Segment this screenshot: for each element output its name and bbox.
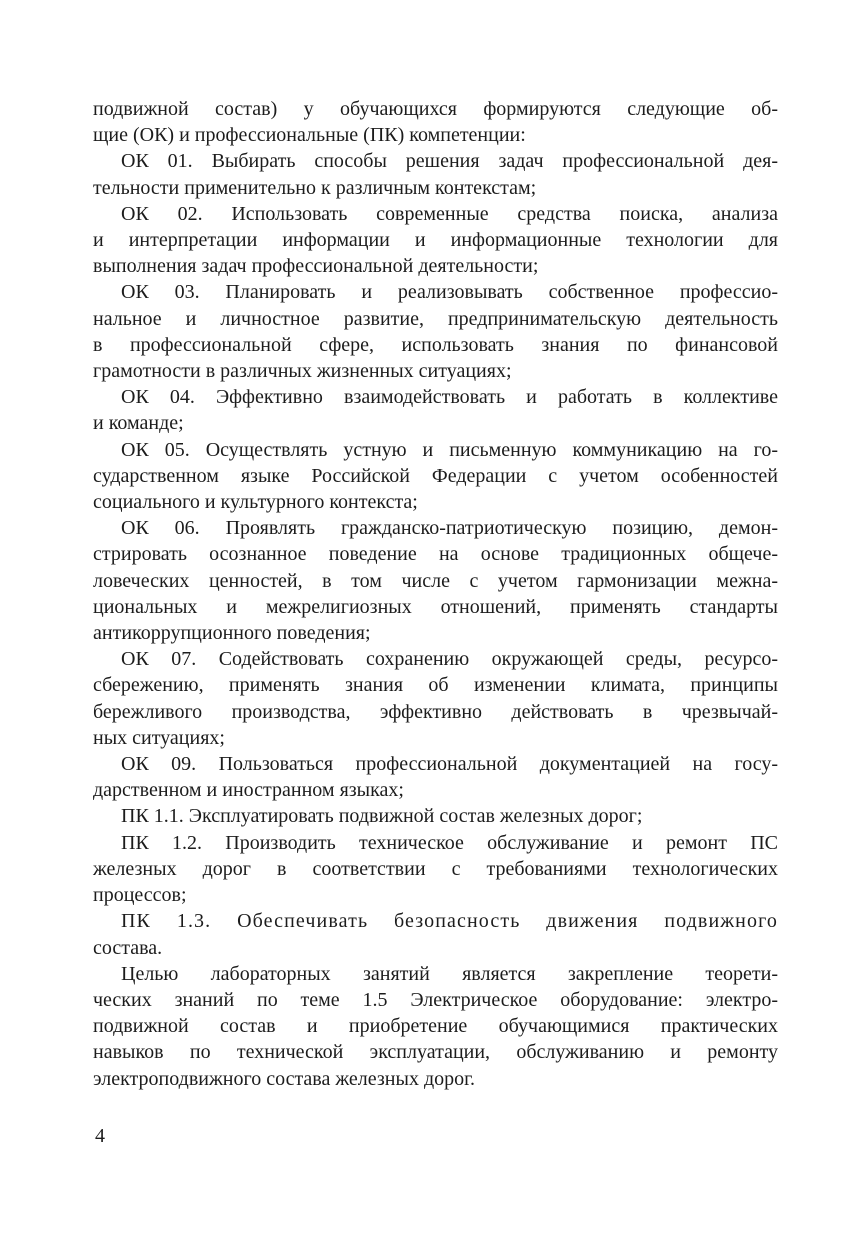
text-line: электроподвижного состава железных дорог.	[93, 1067, 476, 1090]
paragraph	[93, 830, 778, 909]
text-line: навыков по технической эксплуатации, обслуживанию и ремонту	[93, 1041, 778, 1064]
text-line: сбережению, применять знания об изменении климата, принципы	[93, 674, 778, 697]
text-line: подвижной состав и приобретение обучающимися практических	[93, 1015, 778, 1038]
paragraph	[93, 201, 778, 280]
paragraph	[93, 646, 778, 751]
text-line: ОК 01. Выбирать способы решения задач профессиональной дея-	[121, 150, 778, 173]
text-line: состава.	[93, 936, 163, 959]
paragraph	[93, 279, 778, 384]
text-line: железных дорог в соответствии с требованиями технологических	[93, 857, 778, 880]
text-line: социального и культурного контекста;	[93, 491, 418, 514]
text-line: ОК 05. Осуществлять устную и письменную коммуникацию на го-	[121, 438, 778, 461]
paragraph	[93, 961, 778, 1092]
text-line: антикоррупционного поведения;	[93, 622, 371, 645]
text-line: грамотности в различных жизненных ситуациях;	[93, 360, 512, 383]
paragraph	[93, 148, 778, 200]
paragraph	[93, 96, 778, 148]
text-line: дарственном и иностранном языках;	[93, 779, 404, 802]
text-line: ловеческих ценностей, в том числе с учетом гармонизации межна-	[93, 569, 778, 592]
text-line: циональных и межрелигиозных отношений, применять стандарты	[93, 595, 778, 618]
text-line: ОК 07. Содействовать сохранению окружающей среды, ресурсо-	[121, 648, 778, 671]
text-line: и команде;	[93, 412, 184, 435]
text-line: Целью лабораторных занятий является закрепление теорети-	[121, 962, 778, 985]
text-line: ПК 1.1. Эксплуатировать подвижной состав железных дорог;	[121, 805, 643, 828]
text-line: ческих знаний по теме 1.5 Электрическое оборудование: электро-	[93, 988, 778, 1011]
paragraph	[93, 751, 778, 803]
text-line: тельности применительно к различным контекстам;	[93, 176, 537, 199]
paragraph	[93, 803, 778, 829]
text-line: ОК 02. Использовать современные средства поиска, анализа	[121, 202, 778, 225]
paragraph	[93, 908, 778, 960]
text-line: ОК 06. Проявлять гражданско-патриотическую позицию, демон-	[121, 517, 778, 540]
text-line: подвижной состав) у обучающихся формируются следующие об-	[93, 98, 778, 120]
page-number: 4	[95, 1125, 105, 1147]
text-line: сударственном языке Российской Федерации с учетом особенностей	[93, 464, 778, 487]
text-line: щие (ОК) и профессиональные (ПК) компетенции:	[93, 124, 526, 147]
text-line: в профессиональной сфере, использовать знания по финансовой	[93, 333, 778, 356]
text-line: ПК 1.3. Обеспечивать безопасность движения подвижного	[121, 910, 778, 933]
text-line: ОК 03. Планировать и реализовывать собственное профессио-	[121, 281, 778, 304]
text-line: процессов;	[93, 884, 187, 907]
text-line: ПК 1.2. Производить техническое обслуживание и ремонт ПС	[121, 831, 778, 854]
paragraph	[93, 515, 778, 646]
text-line: ОК 04. Эффективно взаимодействовать и работать в коллективе	[121, 386, 778, 409]
text-line: выполнения задач профессиональной деятельности;	[93, 255, 539, 278]
text-line: и интерпретации информации и информационные технологии для	[93, 229, 778, 252]
text-line: ных ситуациях;	[93, 726, 225, 749]
text-line: стрировать осознанное поведение на основе традиционных общече-	[93, 543, 778, 566]
text-line: бережливого производства, эффективно действовать в чрезвычай-	[93, 700, 778, 723]
text-line: ОК 09. Пользоваться профессиональной документацией на госу-	[121, 753, 778, 776]
paragraph	[93, 384, 778, 436]
text-line: нальное и личностное развитие, предпринимательскую деятельность	[93, 307, 778, 330]
page-text-block	[93, 96, 778, 1092]
paragraph	[93, 437, 778, 516]
